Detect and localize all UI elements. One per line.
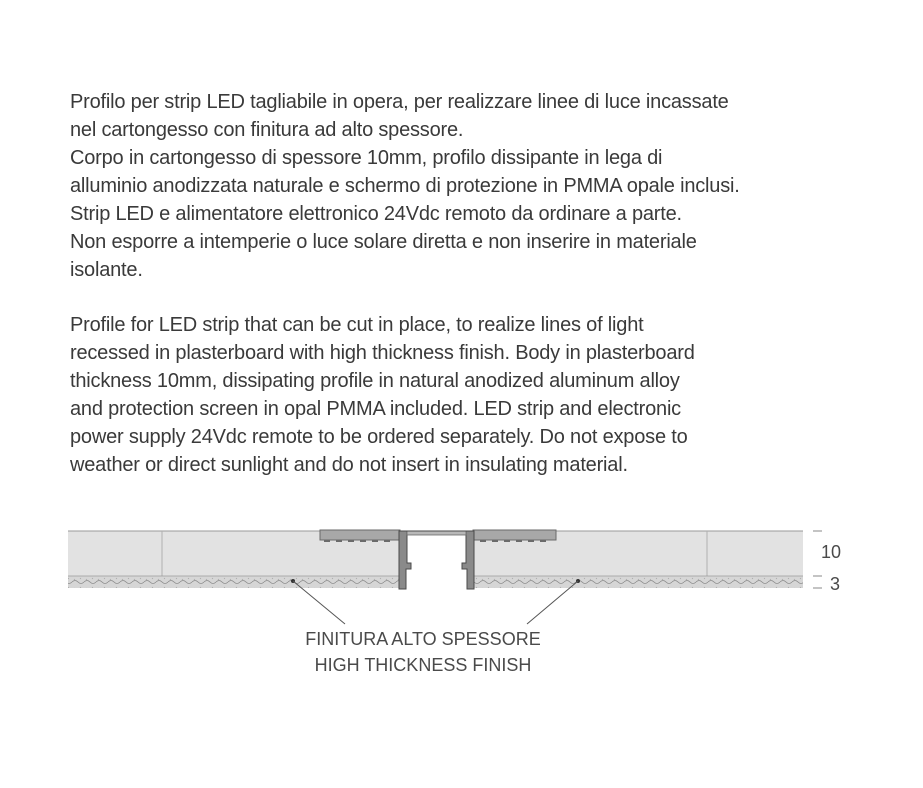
en-line: and protection screen in opal PMMA included. LED strip and electronic bbox=[70, 398, 681, 420]
it-line: nel cartongesso con finitura ad alto spessore. bbox=[70, 119, 464, 141]
en-line: thickness 10mm, dissipating profile in natural anodized aluminum alloy bbox=[70, 370, 680, 392]
callout-label-italian: FINITURA ALTO SPESSORE bbox=[305, 629, 541, 649]
en-line: Profile for LED strip that can be cut in place, to realize lines of light bbox=[70, 314, 644, 336]
dimension-body-label: 10 bbox=[821, 542, 842, 562]
it-line: Strip LED e alimentatore elettronico 24Vdc remoto da ordinare a parte. bbox=[70, 203, 682, 225]
it-line: Non esporre a intemperie o luce solare diretta e non inserire in materiale bbox=[70, 231, 697, 253]
it-line: isolante. bbox=[70, 259, 143, 281]
callout-label-english: HIGH THICKNESS FINISH bbox=[314, 655, 532, 675]
aluminium-flange-right bbox=[473, 530, 556, 542]
led-channel-profile bbox=[399, 531, 474, 589]
dimension-finish-label: 3 bbox=[830, 574, 841, 594]
finish-layer bbox=[68, 576, 803, 588]
aluminium-flange-left bbox=[320, 530, 400, 542]
en-line: power supply 24Vdc remote to be ordered separately. Do not expose to bbox=[70, 426, 688, 448]
it-line: Profilo per strip LED tagliabile in opera, per realizzare linee di luce incassate bbox=[70, 91, 729, 113]
it-line: Corpo in cartongesso di spessore 10mm, profilo dissipante in lega di bbox=[70, 147, 663, 169]
en-line: recessed in plasterboard with high thickness finish. Body in plasterboard bbox=[70, 342, 695, 364]
it-line: alluminio anodizzata naturale e schermo di protezione in PMMA opale inclusi. bbox=[70, 175, 740, 197]
en-line: weather or direct sunlight and do not insert in insulating material. bbox=[70, 454, 628, 476]
dimension-marks bbox=[813, 531, 841, 594]
